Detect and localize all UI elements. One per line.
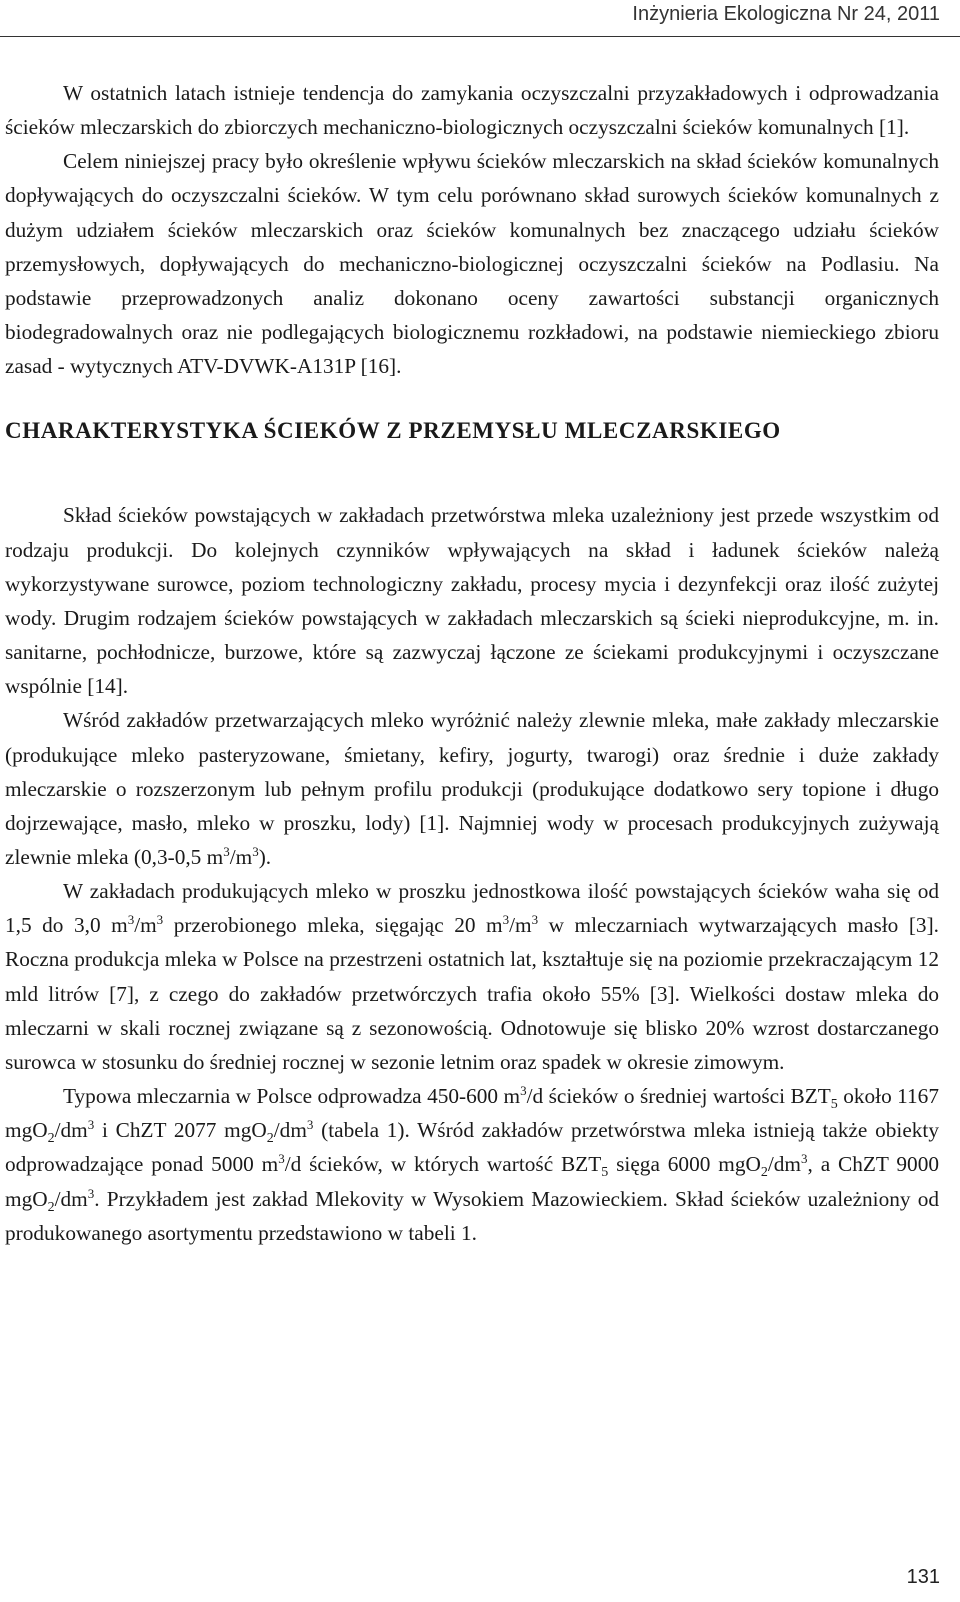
subscript: 5 [830, 1097, 838, 1113]
intro-paragraph-2: Celem niniejszej pracy było określenie wpływu ścieków mleczarskich na skład ścieków komunalnych dopływających do oczyszczalni ścieków. W tym celu porównano skład surowych ścieków komunalnych z dużym udziałem ścieków mleczarskich oraz ścieków komunalnych bez znaczącego udziału ścieków przemysłowych, dopływających do mechaniczno-biologicznej oczyszczalni ścieków na Podlasiu. Na podstawie przeprowadzonych analiz dokonano oceny zawartości substancji organicznych biodegradowalnych oraz nie podlegających biologicznemu rozkładowi, na podstawie niemieckiego zbioru zasad - wytycznych ATV-DVWK-A131P [16]. [5, 149, 939, 379]
superscript: 3 [306, 1117, 314, 1133]
superscript: 3 [278, 1151, 285, 1167]
superscript: 3 [801, 1151, 808, 1167]
section-paragraph-3: W zakładach produkujących mleko w proszku jednostkowa ilość powstających ścieków waha się od 1,5 do 3,0 $m^3/m^3$ przerobionego mleka, sięgając 20 $m^3/m^3$ w mleczarniach wytwarzających masło [3]. Roczna produkcja mleka w Polsce na przestrzeni ostatnich lat, kształtuje się na poziomie przekraczającym 12 mld litrów [7], z czego do zakładów przetwórczych trafia około 55% [3]. Wielkości dostaw mleka do mleczarni w skali rocznej związane są z sezonowością. Odnotowuje się blisko 20% wzrost dostarczanego surowca w stosunku do średniej rocznej w sezonie letnim oraz spadek w okresie zimowym. [5, 879, 939, 1074]
superscript: 3 [531, 912, 539, 928]
subscript: 2 [47, 1131, 55, 1147]
page-number: 131 [906, 1566, 940, 1588]
superscript: 3 [502, 912, 510, 928]
superscript: 3 [87, 1185, 95, 1201]
superscript: 3 [223, 843, 230, 859]
section-paragraph-4: Typowa mleczarnia w Polsce odprowadza 450-600 $m^3/d$ ścieków o średniej wartości $BZT_5$ około 1167 $mgO_2/dm^3$ i ChZT 2077 $mgO_2/dm^3$ (tabela 1). Wśród zakładów przetwórstwa mleka istnieją także obiekty odprowadzające ponad 5000 $m^3/d$ ścieków, w których wartość $BZT_5$ sięga 6000 $mgO_2/dm^3$, a ChZT 9000 $mgO_2/dm^3$. Przykładem jest zakład Mlekovity w Wysokiem Mazowieckiem. Skład ścieków uzależniony od produkowanego asortymentu przedstawiono w tabeli 1. [5, 1083, 939, 1245]
subscript: 2 [266, 1131, 274, 1147]
subscript: 5 [601, 1165, 609, 1181]
subscript: 2 [760, 1165, 768, 1181]
section-heading: CHARAKTERYSTYKA ŚCIEKÓW Z PRZEMYSŁU MLECZARSKIEGO [5, 418, 781, 444]
subscript: 2 [47, 1199, 55, 1215]
superscript: 3 [520, 1083, 527, 1099]
superscript: 3 [87, 1117, 95, 1133]
journal-title: Inżynieria Ekologiczna Nr 24, 2011 [632, 3, 940, 25]
section-paragraph-1: Skład ścieków powstających w zakładach przetwórstwa mleka uzależniony jest przede wszystkim od rodzaju produkcji. Do kolejnych czynników wpływających na skład i ładunek ścieków należą wykorzystywane surowce, poziom technologiczny zakładu, procesy mycia i dezynfekcji oraz ilość zużytej wody. Drugim rodzajem ścieków powstających w zakładach mleczarskich są ścieki nieprodukcyjne, m. in. sanitarne, pochłodnicze, burzowe, które są zazwyczaj łączone ze ściekami produkcyjnymi i oczyszczane wspólnie [14]. [5, 503, 939, 699]
superscript: 3 [156, 912, 164, 928]
section-paragraph-2: Wśród zakładów przetwarzających mleko wyróżnić należy zlewnie mleka, małe zakłady mleczarskie (produkujące mleko pasteryzowane, śmietany, kefiry, jogurty, twarogi) oraz średnie i duże zakłady mleczarskie o rozszerzonym lub pełnym profilu produkcji (produkujące dodatkowo sery topione i długo dojrzewające, masło, mleko w proszku, lody) [1]. Najmniej wody w procesach produkcyjnych zużywają zlewnie mleka (0,3-0,5 $m^3/m^3$). [5, 708, 939, 869]
article-body [5, 76, 939, 1250]
superscript: 3 [127, 912, 135, 928]
intro-paragraph-1: W ostatnich latach istnieje tendencja do zamykania oczyszczalni przyzakładowych i odprowadzania ścieków mleczarskich do zbiorczych mechaniczno-biologicznych oczyszczalni ścieków komunalnych [1]. [5, 81, 939, 140]
superscript: 3 [252, 843, 259, 859]
running-header [0, 0, 960, 37]
